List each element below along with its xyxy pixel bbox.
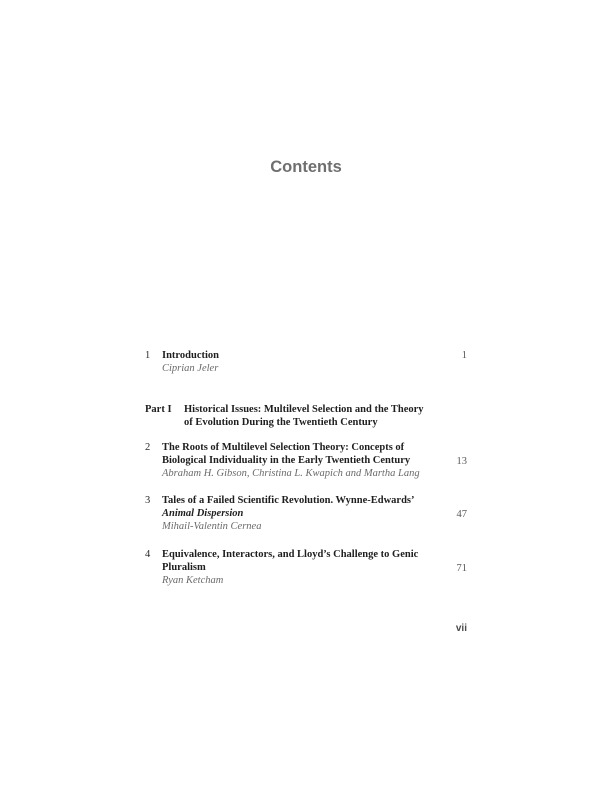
toc-entry-2[interactable]	[145, 441, 467, 480]
chapter-body	[162, 441, 467, 480]
page-number: 47	[456, 509, 467, 520]
part-title-line-1: Historical Issues: Multilevel Selection and the Theory	[184, 404, 424, 415]
chapter-title-line-1: Introduction	[162, 350, 219, 361]
chapter-title-line-2: Pluralism	[162, 562, 206, 573]
toc-entry-1[interactable]	[145, 349, 467, 375]
part-title-line-2: of Evolution During the Twentieth Century	[184, 417, 378, 428]
chapter-number: 3	[145, 495, 151, 506]
chapter-body	[162, 349, 467, 375]
chapter-body	[162, 494, 467, 533]
part-label: Part I	[145, 404, 172, 415]
chapter-number: 2	[145, 442, 151, 453]
chapter-author: Abraham H. Gibson, Christina L. Kwapich and Martha Lang	[162, 468, 420, 479]
chapter-title-italic: Animal Dispersion	[162, 508, 244, 519]
chapter-author: Ciprian Jeler	[162, 363, 219, 374]
chapter-author: Ryan Ketcham	[162, 575, 224, 586]
page-number: 1	[461, 350, 467, 361]
page-number: 13	[456, 456, 467, 467]
chapter-title-line-1: Equivalence, Interactors, and Lloyd’s Challenge to Genic	[162, 549, 419, 560]
toc-entry-3[interactable]	[145, 494, 467, 533]
toc-entry-4[interactable]	[145, 548, 467, 587]
chapter-number: 1	[145, 350, 151, 361]
chapter-title-line-2: Biological Individuality in the Early Twentieth Century	[162, 455, 411, 466]
chapter-title-line-1: Tales of a Failed Scientific Revolution. Wynne-Edwards’	[162, 495, 415, 506]
page-folio: vii	[455, 623, 467, 634]
page-number: 71	[456, 563, 467, 574]
chapter-author: Mihail-Valentin Cernea	[162, 521, 262, 532]
chapter-body	[162, 548, 467, 587]
part-heading	[145, 403, 467, 429]
chapter-title-line-1: The Roots of Multilevel Selection Theory: Concepts of	[162, 442, 405, 453]
chapter-number: 4	[145, 549, 151, 560]
page-title: Contents	[270, 158, 342, 176]
